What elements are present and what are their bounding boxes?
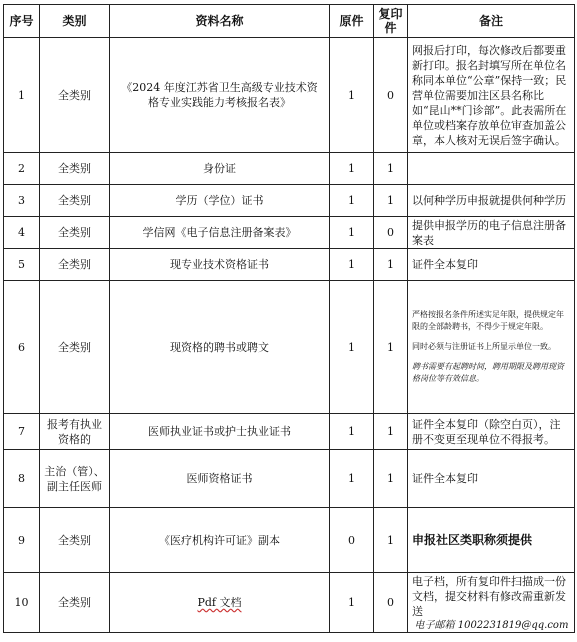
cell-name: 现资格的聘书或聘文 [110, 281, 330, 414]
cell-copy: 1 [374, 153, 408, 185]
cell-name [110, 573, 330, 633]
email-address: 电子邮箱 1002231819@qq.com [414, 619, 569, 631]
table-row [4, 185, 575, 217]
cell-seq: 7 [4, 414, 40, 450]
cell-category: 报考有执业资格的 [40, 414, 110, 450]
cell-name: 医师资格证书 [110, 450, 330, 508]
cell-original: 1 [330, 153, 374, 185]
materials-table [3, 4, 575, 633]
remark-line: 同时必须与注册证书上所显示单位一致。 [412, 342, 556, 351]
cell-category: 主治（管）、副主任医师 [40, 450, 110, 508]
cell-category: 全类别 [40, 281, 110, 414]
cell-name: 现专业技术资格证书 [110, 249, 330, 281]
cell-original: 1 [330, 38, 374, 153]
cell-name: 学信网《电子信息注册备案表》 [110, 217, 330, 249]
table-row [4, 38, 575, 153]
cell-copy: 1 [374, 185, 408, 217]
header-name: 资料名称 [110, 5, 330, 38]
cell-remark: 以何种学历申报就提供何种学历 [408, 185, 575, 217]
cell-seq: 1 [4, 38, 40, 153]
cell-seq: 5 [4, 249, 40, 281]
cell-category: 全类别 [40, 38, 110, 153]
cell-seq: 2 [4, 153, 40, 185]
header-original: 原件 [330, 5, 374, 38]
cell-category: 全类别 [40, 217, 110, 249]
cell-copy: 1 [374, 508, 408, 573]
cell-original: 1 [330, 185, 374, 217]
cell-remark: 提供申报学历的电子信息注册备案表 [408, 217, 575, 249]
cell-seq: 6 [4, 281, 40, 414]
table-row [4, 414, 575, 450]
cell-seq: 8 [4, 450, 40, 508]
cell-seq: 10 [4, 573, 40, 633]
remark-line: 严格按报名条件所述实足年限，提供规定年限的全部龄聘书，不得少于规定年限。 [412, 310, 564, 331]
cell-remark [408, 281, 575, 414]
header-category: 类别 [40, 5, 110, 38]
cell-name: 医师执业证书或护士执业证书 [110, 414, 330, 450]
table-row [4, 153, 575, 185]
table-row [4, 573, 575, 633]
table-row [4, 450, 575, 508]
cell-category: 全类别 [40, 153, 110, 185]
pdf-label: Pdf 文档 [197, 596, 242, 609]
header-seq: 序号 [4, 5, 40, 38]
cell-copy: 1 [374, 249, 408, 281]
table-row [4, 508, 575, 573]
header-row [4, 5, 575, 38]
cell-copy: 0 [374, 573, 408, 633]
table-row [4, 217, 575, 249]
cell-original: 0 [330, 508, 374, 573]
cell-remark [408, 508, 575, 573]
table-row [4, 249, 575, 281]
cell-original: 1 [330, 414, 374, 450]
cell-original: 1 [330, 281, 374, 414]
cell-remark: 网报后打印，每次修改后都要重新打印。报名封填写所在单位名称同本单位“公章”保持一致；民营单位需要加注区县名称比如“昆山**门诊部”。此表需所在单位或档案存放单位审查加盖公章，本人核对无误后签字确认。 [408, 38, 575, 153]
cell-name: 《医疗机构许可证》副本 [110, 508, 330, 573]
cell-category: 全类别 [40, 508, 110, 573]
table-row [4, 281, 575, 414]
cell-remark: 证件全本复印（除空白页），注册不变更至现单位不得报考。 [408, 414, 575, 450]
cell-category: 全类别 [40, 573, 110, 633]
remark-text: 申报社区类职称须提供 [412, 532, 533, 547]
cell-seq: 4 [4, 217, 40, 249]
cell-original: 1 [330, 573, 374, 633]
cell-category: 全类别 [40, 185, 110, 217]
remark-text: 电子档，所有复印件扫描成一份文档，提交材料有修改需重新发送 [412, 574, 566, 618]
cell-original: 1 [330, 249, 374, 281]
cell-seq: 9 [4, 508, 40, 573]
cell-copy: 0 [374, 217, 408, 249]
cell-name: 学历（学位）证书 [110, 185, 330, 217]
cell-original: 1 [330, 450, 374, 508]
cell-original: 1 [330, 217, 374, 249]
cell-copy: 1 [374, 281, 408, 414]
cell-copy: 0 [374, 38, 408, 153]
cell-copy: 1 [374, 414, 408, 450]
cell-remark: 证件全本复印 [408, 249, 575, 281]
cell-remark [408, 573, 575, 633]
cell-name: 身份证 [110, 153, 330, 185]
cell-seq: 3 [4, 185, 40, 217]
cell-remark: 证件全本复印 [408, 450, 575, 508]
cell-name: 《2024 年度江苏省卫生高级专业技术资格专业实践能力考核报名表》 [110, 38, 330, 153]
cell-copy: 1 [374, 450, 408, 508]
header-remark: 备注 [408, 5, 575, 38]
cell-remark [408, 153, 575, 185]
header-copy: 复印件 [374, 5, 408, 38]
remark-line: 聘书需要有起聘时间，聘用期限及聘用现资格岗位等有效信息。 [412, 362, 564, 383]
cell-category: 全类别 [40, 249, 110, 281]
